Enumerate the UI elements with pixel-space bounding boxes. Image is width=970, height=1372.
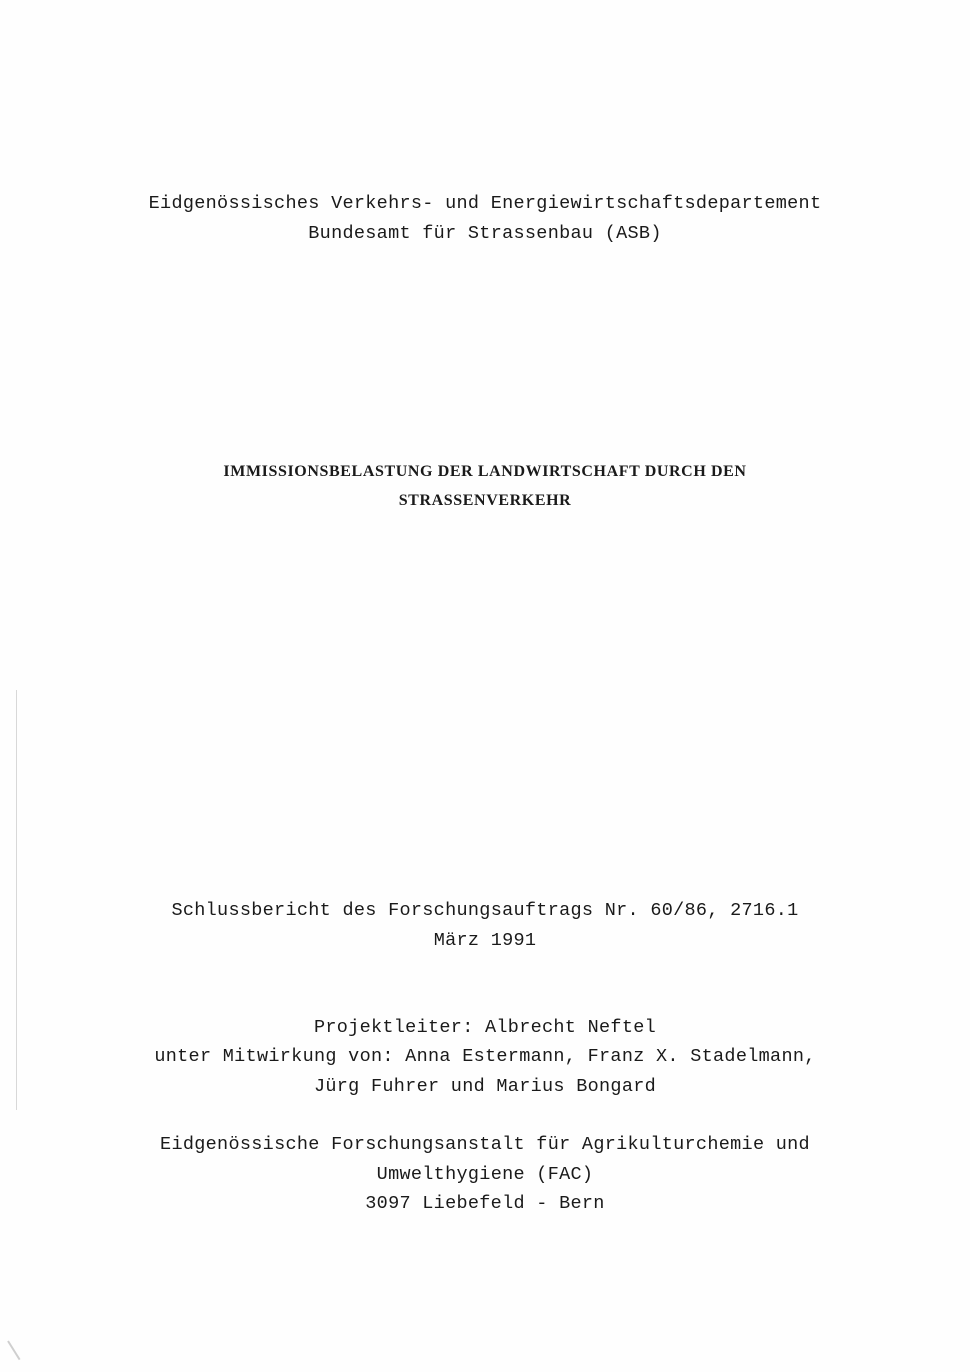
header-office: Bundesamt für Strassenbau (ASB) <box>308 223 662 244</box>
scan-corner-mark <box>7 1340 20 1360</box>
document-title-line-2: STRASSENVERKEHR <box>398 492 572 509</box>
document-title-line-1: IMMISSIONSBELASTUNG DER LANDWIRTSCHAFT DURCH DEN <box>223 463 747 480</box>
institution-name-line-2: Umwelthygiene (FAC) <box>376 1164 594 1185</box>
header-department: Eidgenössisches Verkehrs- und Energiewirtschaftsdepartement <box>148 193 822 214</box>
report-subtitle: Schlussbericht des Forschungsauftrags Nr. 60/86, 2716.1 <box>171 900 799 921</box>
contributors-line-1: unter Mitwirkung von: Anna Estermann, Franz X. Stadelmann, <box>154 1046 816 1067</box>
institution-address: 3097 Liebefeld - Bern <box>365 1193 605 1214</box>
institution-name-line-1: Eidgenössische Forschungsanstalt für Agrikulturchemie und <box>160 1134 810 1155</box>
project-lead: Projektleiter: Albrecht Neftel <box>313 1017 657 1038</box>
contributors-line-2: Jürg Fuhrer und Marius Bongard <box>313 1076 657 1097</box>
report-date: März 1991 <box>433 930 537 951</box>
